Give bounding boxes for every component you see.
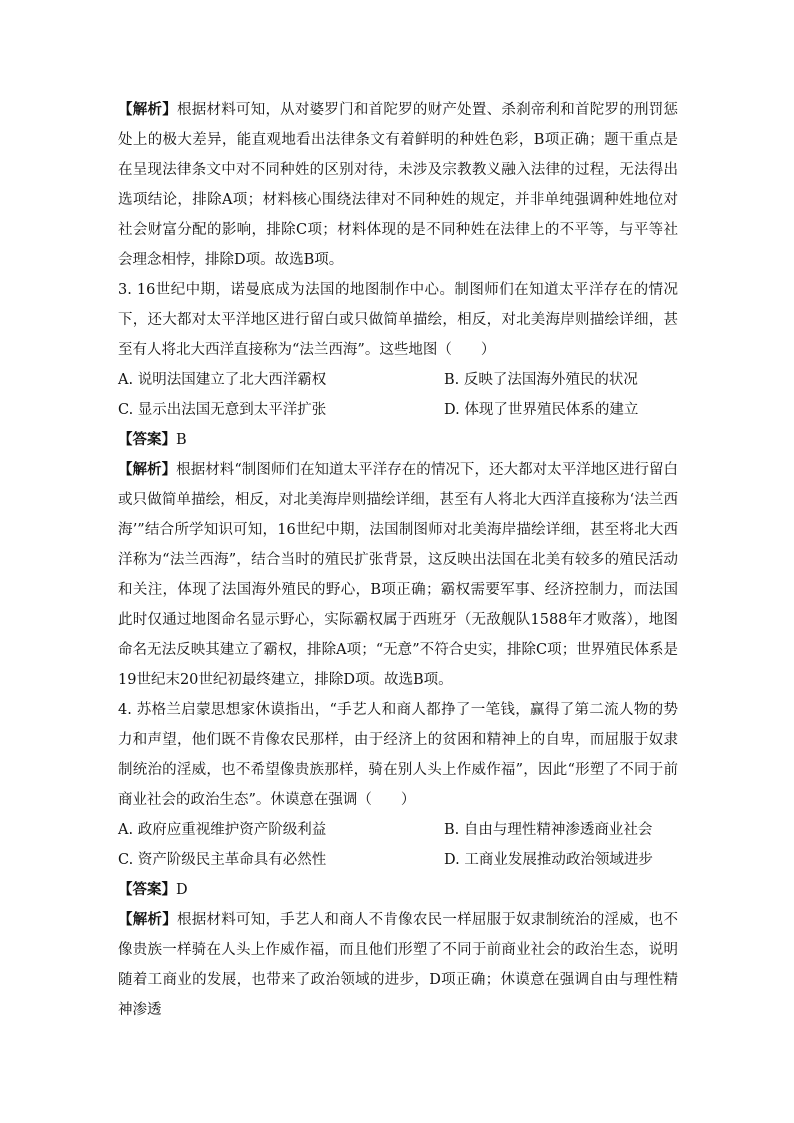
q4-options bbox=[118, 815, 678, 875]
q4-option-c: C. 资产阶级民主革命具有必然性 bbox=[118, 852, 327, 868]
q4-option-b: B. 自由与理性精神渗透商业社会 bbox=[444, 822, 653, 838]
analysis-tag: 【解析】 bbox=[118, 101, 177, 118]
answer-tag: 【答案】 bbox=[118, 431, 176, 448]
q2-analysis bbox=[118, 95, 678, 275]
q3-answer-value: B bbox=[176, 432, 187, 448]
q3-stem: 3. 16世纪中期，诺曼底成为法国的地图制作中心。制图师们在知道太平洋存在的情况下，还大都对太平洋地区进行留白或只做简单描绘，相反，对北美海岸则描绘详细，甚至有人将北大西洋直接称为“法兰西海”。这些地图（ ） bbox=[118, 282, 678, 358]
document-page bbox=[118, 95, 678, 1025]
q2-analysis-text: 根据材料可知，从对婆罗门和首陀罗的财产处置、杀刹帝利和首陀罗的刑罚惩处上的极大差异，能直观地看出法律条文有着鲜明的种姓色彩，B项正确；题干重点是在呈现法律条文中对不同种姓的区别对待，未涉及宗教教义融入法律的过程，无法得出选项结论，排除A项；材料核心围绕法律对不同种姓的规定，并非单纯强调种姓地位对社会财富分配的影响，排除C项；材料体现的是不同种姓在法律上的不平等，与平等社会理念相悖，排除D项。故选B项。 bbox=[118, 102, 679, 268]
answer-tag: 【答案】 bbox=[118, 881, 176, 898]
analysis-tag: 【解析】 bbox=[118, 911, 177, 928]
q3-options bbox=[118, 365, 678, 425]
q4-option-d: D. 工商业发展推动政治领域进步 bbox=[444, 852, 653, 868]
q4-answer bbox=[118, 875, 678, 905]
q3-option-a: A. 说明法国建立了北大西洋霸权 bbox=[118, 372, 327, 388]
q3-answer bbox=[118, 425, 678, 455]
q4-stem: 4. 苏格兰启蒙思想家休谟指出，“手艺人和商人都挣了一笔钱，赢得了第二流人物的势力和声望，他们既不肯像农民那样，由于经济上的贫困和精神上的自卑，而屈服于奴隶制统治的淫威，也不希望像贵族那样，骑在别人头上作威作福”，因此“形塑了不同于前商业社会的政治生态”。休谟意在强调（ ） bbox=[118, 702, 678, 808]
q3-option-d: D. 体现了世界殖民体系的建立 bbox=[444, 402, 639, 418]
q4-analysis bbox=[118, 905, 678, 1025]
q3-analysis bbox=[118, 455, 678, 695]
q4-analysis-text: 根据材料可知，手艺人和商人不肯像农民一样屈服于奴隶制统治的淫威，也不像贵族一样骑在人头上作威作福，而且他们形塑了不同于前商业社会的政治生态，说明随着工商业的发展，也带来了政治领域的进步，D项正确；休谟意在强调自由与理性精神渗透 bbox=[118, 912, 679, 1018]
q4-option-a: A. 政府应重视维护资产阶级利益 bbox=[118, 822, 327, 838]
q3-analysis-text: 根据材料“制图师们在知道太平洋存在的情况下，还大都对太平洋地区进行留白或只做简单描绘，相反，对北美海岸则描绘详细，甚至有人将北大西洋直接称为‘法兰西海’”结合所学知识可知，16世纪中期，法国制图师对北美海岸描绘详细，甚至将北大西洋称为“法兰西海”，结合当时的殖民扩张背景，这反映出法国在北美有较多的殖民活动和关注，体现了法国海外殖民的野心，B项正确；霸权需要军事、经济控制力，而法国此时仅通过地图命名显示野心，实际霸权属于西班牙（无敌舰队1588年才败落），地图命名无法反映其建立了霸权，排除A项；“无意”不符合史实，排除C项；世界殖民体系是19世纪末20世纪初最终建立，排除D项。故选B项。 bbox=[118, 462, 678, 688]
q3-option-c: C. 显示出法国无意到太平洋扩张 bbox=[118, 402, 327, 418]
analysis-tag: 【解析】 bbox=[118, 461, 177, 478]
q4-answer-value: D bbox=[176, 882, 188, 898]
q3-option-b: B. 反映了法国海外殖民的状况 bbox=[444, 372, 638, 388]
